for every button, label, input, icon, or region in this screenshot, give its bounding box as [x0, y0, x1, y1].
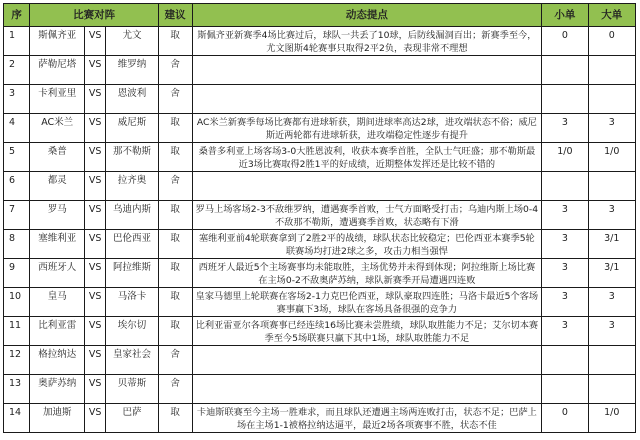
note: 桑普多利亚上场客场3-0大胜恩波利，收获本赛季首胜，全队士气旺盛；那不勒斯最近3场比赛取得2胜1平的好成绩，近期整体发挥还是比较不错的	[192, 143, 542, 172]
row-index: 11	[4, 317, 30, 346]
small-bet	[542, 172, 588, 201]
vs-label: VS	[85, 85, 106, 114]
row-index: 8	[4, 230, 30, 259]
table-row	[4, 143, 636, 172]
vs-label: VS	[85, 230, 106, 259]
small-bet: 3	[542, 288, 588, 317]
vs-label: VS	[85, 114, 106, 143]
vs-label: VS	[85, 288, 106, 317]
vs-label: VS	[85, 404, 106, 433]
small-bet: 3	[542, 259, 588, 288]
match-prediction-table	[3, 3, 636, 433]
note: 比利亚雷亚尔各项赛事已经连续16场比赛未尝胜绩，球队取胜能力不足；艾尔切本赛季至今5场联赛只赢下其中1场，球队取胜能力不足	[192, 317, 542, 346]
header-advice: 建议	[158, 4, 192, 27]
small-bet: 0	[542, 27, 588, 56]
vs-label: VS	[85, 172, 106, 201]
home-team: 罗马	[30, 201, 85, 230]
advice: 取	[158, 230, 192, 259]
header-index: 序	[4, 4, 30, 27]
advice: 取	[158, 317, 192, 346]
note	[192, 346, 542, 375]
table-row	[4, 230, 636, 259]
vs-label: VS	[85, 346, 106, 375]
row-index: 13	[4, 375, 30, 404]
row-index: 6	[4, 172, 30, 201]
big-bet: 3	[588, 201, 635, 230]
advice: 舍	[158, 346, 192, 375]
row-index: 3	[4, 85, 30, 114]
row-index: 5	[4, 143, 30, 172]
home-team: 奥萨苏纳	[30, 375, 85, 404]
big-bet: 3/1	[588, 259, 635, 288]
home-team: 都灵	[30, 172, 85, 201]
match-table-container	[3, 3, 636, 433]
home-team: 斯佩齐亚	[30, 27, 85, 56]
table-row	[4, 346, 636, 375]
big-bet: 3	[588, 288, 635, 317]
away-team: 巴伦西亚	[106, 230, 159, 259]
table-row	[4, 288, 636, 317]
small-bet: 3	[542, 114, 588, 143]
home-team: 比利亚雷	[30, 317, 85, 346]
big-bet: 0	[588, 27, 635, 56]
big-bet	[588, 172, 635, 201]
home-team: 萨勒尼塔	[30, 56, 85, 85]
advice: 舍	[158, 56, 192, 85]
advice: 取	[158, 27, 192, 56]
big-bet	[588, 346, 635, 375]
row-index: 10	[4, 288, 30, 317]
vs-label: VS	[85, 143, 106, 172]
header-row	[4, 4, 636, 27]
advice: 舍	[158, 375, 192, 404]
advice: 舍	[158, 85, 192, 114]
small-bet: 0	[542, 404, 588, 433]
small-bet: 3	[542, 230, 588, 259]
row-index: 7	[4, 201, 30, 230]
small-bet: 1/0	[542, 143, 588, 172]
vs-label: VS	[85, 259, 106, 288]
header-big: 大单	[588, 4, 635, 27]
row-index: 1	[4, 27, 30, 56]
away-team: 恩波利	[106, 85, 159, 114]
header-notes: 动态提点	[192, 4, 542, 27]
row-index: 2	[4, 56, 30, 85]
away-team: 那不勒斯	[106, 143, 159, 172]
away-team: 巴萨	[106, 404, 159, 433]
row-index: 4	[4, 114, 30, 143]
note: 斯佩齐亚新赛季4场比赛过后，球队一共丢了10球，后防线漏洞百出；新赛季至今，尤文图斯4轮赛事只取得2平2负，表现非常不理想	[192, 27, 542, 56]
note	[192, 375, 542, 404]
small-bet	[542, 56, 588, 85]
small-bet	[542, 85, 588, 114]
row-index: 14	[4, 404, 30, 433]
advice: 取	[158, 404, 192, 433]
note: 卡迪斯联赛至今主场一胜难求，而且球队还遭遇主场两连败打击，状态不足；巴萨上场在主场1-1被格拉纳达逼平，最近2场各项赛事不胜，状态不佳	[192, 404, 542, 433]
row-index: 12	[4, 346, 30, 375]
big-bet	[588, 56, 635, 85]
note: AC米兰新赛季每场比赛都有进球斩获，期间进球率高达2球，进攻端状态不俗；威尼斯近两轮都有进球斩获，进攻端稳定性逐步有提升	[192, 114, 542, 143]
small-bet	[542, 375, 588, 404]
small-bet: 3	[542, 317, 588, 346]
home-team: 桑普	[30, 143, 85, 172]
away-team: 尤文	[106, 27, 159, 56]
header-small: 小单	[542, 4, 588, 27]
note: 罗马上场客场2-3不敌维罗纳，遭遇赛季首败，士气方面略受打击；乌迪内斯上场0-4不敌那不勒斯，遭遇赛季首败，状态略有下滑	[192, 201, 542, 230]
small-bet: 3	[542, 201, 588, 230]
advice: 取	[158, 259, 192, 288]
table-row	[4, 201, 636, 230]
away-team: 阿拉维斯	[106, 259, 159, 288]
big-bet: 1/0	[588, 404, 635, 433]
table-row	[4, 114, 636, 143]
away-team: 威尼斯	[106, 114, 159, 143]
away-team: 埃尔切	[106, 317, 159, 346]
note: 西班牙人最近5个主场赛事均未能取胜，主场优势并未得到体现；阿拉维斯上场比赛在主场0-2不敌奥萨苏纳，球队新赛季开局遭遇四连败	[192, 259, 542, 288]
note	[192, 85, 542, 114]
vs-label: VS	[85, 201, 106, 230]
table-row	[4, 404, 636, 433]
table-row	[4, 56, 636, 85]
big-bet	[588, 85, 635, 114]
big-bet: 3	[588, 114, 635, 143]
advice: 取	[158, 288, 192, 317]
table-row	[4, 375, 636, 404]
big-bet	[588, 375, 635, 404]
table-row	[4, 27, 636, 56]
away-team: 皇家社会	[106, 346, 159, 375]
away-team: 维罗纳	[106, 56, 159, 85]
away-team: 马洛卡	[106, 288, 159, 317]
vs-label: VS	[85, 317, 106, 346]
table-row	[4, 317, 636, 346]
advice: 取	[158, 114, 192, 143]
vs-label: VS	[85, 375, 106, 404]
home-team: 皇马	[30, 288, 85, 317]
table-row	[4, 259, 636, 288]
vs-label: VS	[85, 27, 106, 56]
big-bet: 3	[588, 317, 635, 346]
table-row	[4, 85, 636, 114]
header-match: 比赛对阵	[30, 4, 159, 27]
note	[192, 172, 542, 201]
vs-label: VS	[85, 56, 106, 85]
advice: 取	[158, 201, 192, 230]
advice: 舍	[158, 172, 192, 201]
table-row	[4, 172, 636, 201]
away-team: 乌迪内斯	[106, 201, 159, 230]
note	[192, 56, 542, 85]
home-team: 格拉纳达	[30, 346, 85, 375]
home-team: 塞维利亚	[30, 230, 85, 259]
home-team: 加迪斯	[30, 404, 85, 433]
home-team: 卡利亚里	[30, 85, 85, 114]
note: 塞维利亚前4轮联赛拿到了2胜2平的战绩，球队状态比较稳定；巴伦西亚本赛季5轮联赛场均打进2球之多，攻击力相当强悍	[192, 230, 542, 259]
big-bet: 3/1	[588, 230, 635, 259]
home-team: 西班牙人	[30, 259, 85, 288]
away-team: 贝蒂斯	[106, 375, 159, 404]
note: 皇家马德里上轮联赛在客场2-1力克巴伦西亚，球队豪取四连胜；马洛卡最近5个客场赛事赢下3场，球队在客场具备很强的竞争力	[192, 288, 542, 317]
row-index: 9	[4, 259, 30, 288]
advice: 取	[158, 143, 192, 172]
big-bet: 1/0	[588, 143, 635, 172]
away-team: 拉齐奥	[106, 172, 159, 201]
small-bet	[542, 346, 588, 375]
home-team: AC米兰	[30, 114, 85, 143]
